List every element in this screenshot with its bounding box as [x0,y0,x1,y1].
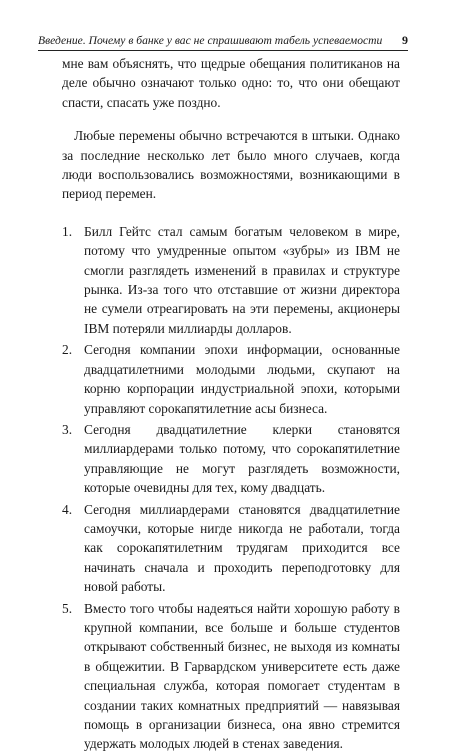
page-number: 9 [402,33,408,47]
running-header-title: Введение. Почему в банке у вас не спрашивают табель успеваемости [38,34,383,47]
list-item-text: Сегодня миллиардерами становятся двадцатилетние самоучки, которые нигде никогда не работали, тогда как сорокапятилетним трудягам приходится все начинать сначала и проходить переподготовку для новой работы. [84,501,400,595]
list-item-number: 4. [62,501,73,517]
list-item [62,420,400,498]
list-item-number: 3. [62,421,73,437]
list-item-text: Сегодня компании эпохи информации, основанные двадцатилетними молодыми людьми, скупают на корню корпорации индустриальной эпохи, которыми управляют сорокапятилетние асы бизнеса. [84,342,400,416]
list-item-number: 5. [62,600,73,616]
list-item [62,222,400,338]
list-item-number: 1. [62,223,73,239]
page-body [62,54,400,756]
list-item [62,599,400,754]
numbered-list [62,222,400,754]
list-item [62,500,400,597]
list-item-text: Сегодня двадцатилетние клерки становятся миллиардерами только потому, что сорокапятилетние управляющие не могут разглядеть возможности, которые очевидны для тех, кому двадцать. [84,421,400,496]
list-item-number: 2. [62,342,73,358]
paragraph: Любые перемены обычно встречаются в штыки. Однако за последние несколько лет было много случаев, когда люди воспользовались возможностями, возникающими в период перемен. [62,128,400,202]
list-item-text: Билл Гейтс стал самым богатым человеком в мире, потому что умудренные опытом «зубры» из IBM не смогли разглядеть изменений в правилах и структуре рынка. Из-за того что отставшие от жизни директора не сумели отреагировать на эти перемены, акционеры IBM потеряли миллиарды долларов. [84,223,400,336]
paragraph: мне вам объяснять, что щедрые обещания политиканов на деле обычно означают только одно: то, что они обещают спасти, спасать уже поздно. [62,56,400,110]
list-item-text: Вместо того чтобы надеяться найти хорошую работу в крупной компании, все больше и больше студентов открывают собственный бизнес, не выходя из комнаты в общежитии. В Гарвардском университете есть даже специальная служба, которая помогает студентам в создании таких комнатных предприятий — навязывая помощь в организации бизнеса, она явно стремится удержать молодых людей в стенах заведения. [84,600,400,752]
list-item [62,340,400,418]
running-header [38,32,408,51]
